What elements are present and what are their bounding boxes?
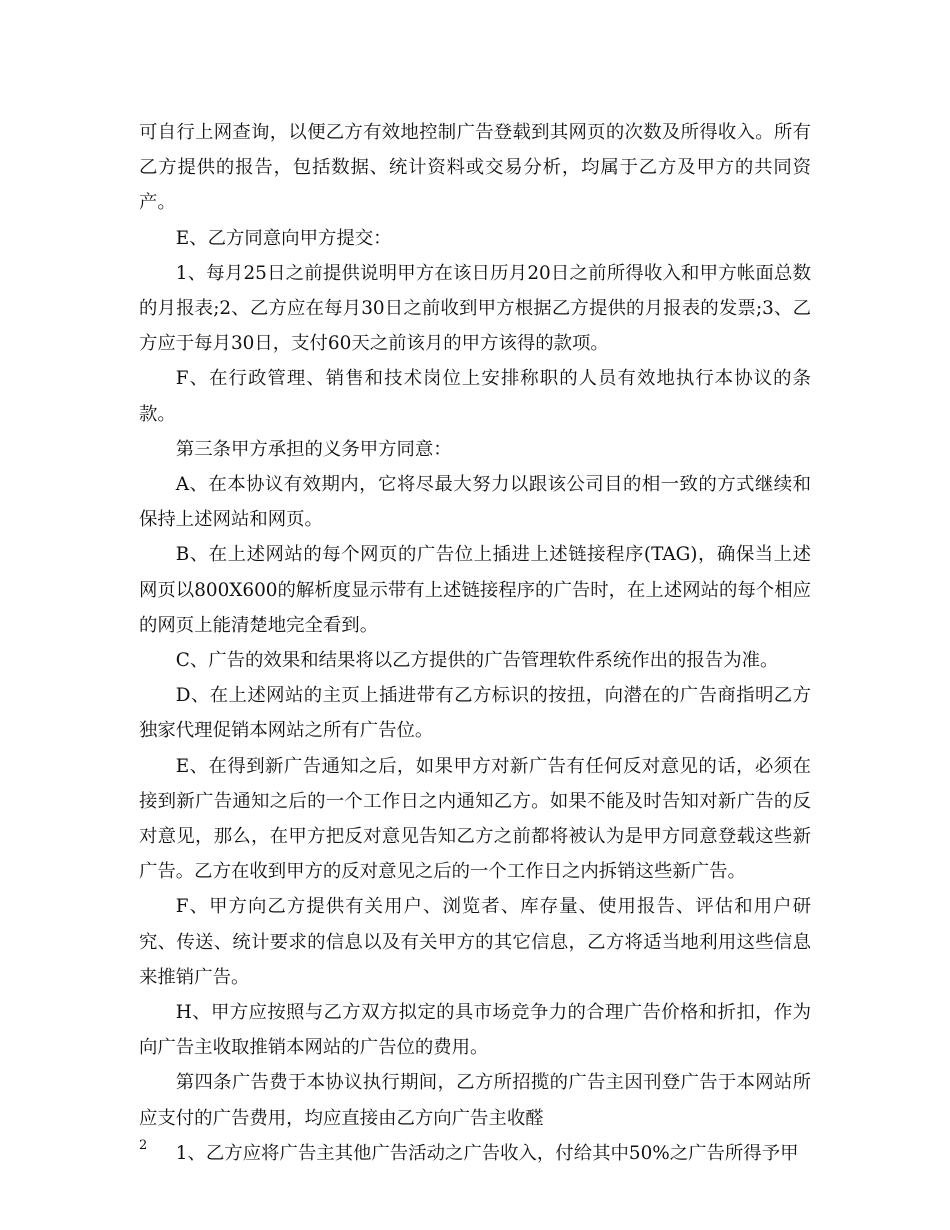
paragraph-8: C、广告的效果和结果将以乙方提供的广告管理软件系统作出的报告为准。 [175,650,779,672]
paragraph-13: 第四条广告费于本协议执行期间，乙方所招揽的广告主因刊登广告于本网站所应支付的广告费用，均应直接由乙方向广告主收醛 [139,1072,811,1129]
paragraph-5: 第三条甲方承担的义务甲方同意： [175,438,452,460]
paragraph-9: D、在上述网站的主页上插进带有乙方标识的按扭，向潜在的广告商指明乙方独家代理促销本网站之所有广告位。 [139,685,811,742]
paragraph-14: 1、乙方应将广告主其他广告活动之广告收入，付给其中50%之广告所得予甲 [175,1142,799,1164]
paragraph-6: A、在本协议有效期内，它将尽最大努力以跟该公司目的相一致的方式继续和保持上述网站和网页。 [139,474,811,531]
page-number: 2 [139,1138,148,1153]
paragraph-12: H、甲方应按照与乙方双方拟定的具市场竞争力的合理广告价格和折扣，作为向广告主收取推销本网站的广告位的费用。 [139,1002,811,1059]
paragraph-2: E、乙方同意向甲方提交： [175,227,392,249]
paragraph-1: 可自行上网查询，以便乙方有效地控制广告登载到其网页的次数及所得收入。所有乙方提供的报告，包括数据、统计资料或交易分析，均属于乙方及甲方的共同资产。 [139,122,811,214]
paragraph-10: E、在得到新广告通知之后，如果甲方对新广告有任何反对意见的话，必须在接到新广告通知之后的一个工作日之内通知乙方。如果不能及时告知对新广告的反对意见，那么，在甲方把反对意见告知乙方之前都将被认为是甲方同意登载这些新广告。乙方在收到甲方的反对意见之后的一个工作日之内拆销这些新广告。 [139,755,811,883]
paragraph-11: F、甲方向乙方提供有关用户、浏览者、库存量、使用报告、评估和用户研究、传送、统计要求的信息以及有关甲方的其它信息，乙方将适当地利用这些信息来推销广告。 [139,896,811,988]
paragraph-3: 1、每月25日之前提供说明甲方在该日历月20日之前所得收入和甲方帐面总数的月报表;2、乙方应在每月30日之前收到甲方根据乙方提供的月报表的发票;3、乙方应于每月30日，支付60天之前该月的甲方该得的款项。 [139,262,811,355]
paragraph-4: F、在行政管理、销售和技术岗位上安排称职的人员有效地执行本协议的条款。 [139,368,811,425]
paragraph-7: B、在上述网站的每个网页的广告位上插进上述链接程序(TAG)，确保当上述网页以800X600的解析度显示带有上述链接程序的广告时，在上述网站的每个相应的网页上能清楚地完全看到。 [139,544,811,636]
document-body [139,115,811,1171]
